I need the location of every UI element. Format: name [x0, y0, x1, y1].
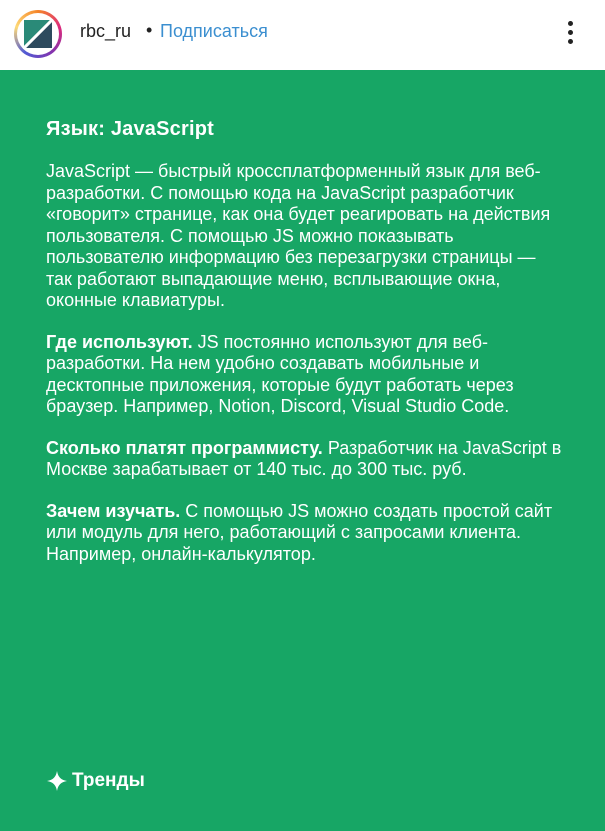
post-header [0, 0, 605, 70]
subscribe-button[interactable]: Подписаться [160, 21, 268, 41]
username[interactable]: rbc_ru [80, 21, 132, 41]
rbc-logo [17, 13, 59, 55]
separator-dot: • [146, 20, 153, 40]
more-options-icon[interactable] [560, 18, 580, 52]
section-where-used [46, 332, 566, 418]
section-why-learn [46, 501, 566, 566]
section-heading: Где используют. [46, 331, 193, 352]
trends-logo-icon [46, 770, 68, 792]
section-heading: Сколько платят программисту. [46, 437, 323, 458]
post-image [0, 70, 605, 831]
post-title: Язык: JavaScript [46, 118, 214, 140]
intro-paragraph: JavaScript — быстрый кроссплатформенный язык для веб-разработки. С помощью кода на JavaScript разработчик «говорит» странице, как она будет реагировать на действия пользователя. С помощью JS можно показывать пользователю информацию без перезагрузки страницы — так работают выпадающие меню, всплывающие окна, оконные клавиатуры. [46, 161, 551, 310]
brand-signature [46, 770, 145, 792]
brand-name: Тренды [72, 770, 145, 791]
section-salary [46, 438, 566, 481]
avatar[interactable] [14, 10, 62, 58]
rbc-logo-icon [24, 20, 52, 48]
section-text: С помощью JS можно создать простой сайт или модуль для него, работающий с запросами клиента. Например, онлайн-калькулятор. [46, 500, 553, 564]
section-text: JS постоянно используют для веб-разработки. На нем удобно создавать мобильные и десктопные приложения, которые будут работать через браузер. Например, Notion, Discord, Visual Studio Code. [46, 331, 514, 416]
section-text: Разработчик на JavaScript в Москве зарабатывает от 140 тыс. до 300 тыс. руб. [46, 437, 562, 479]
post-content [46, 118, 566, 585]
section-heading: Зачем изучать. [46, 500, 181, 521]
